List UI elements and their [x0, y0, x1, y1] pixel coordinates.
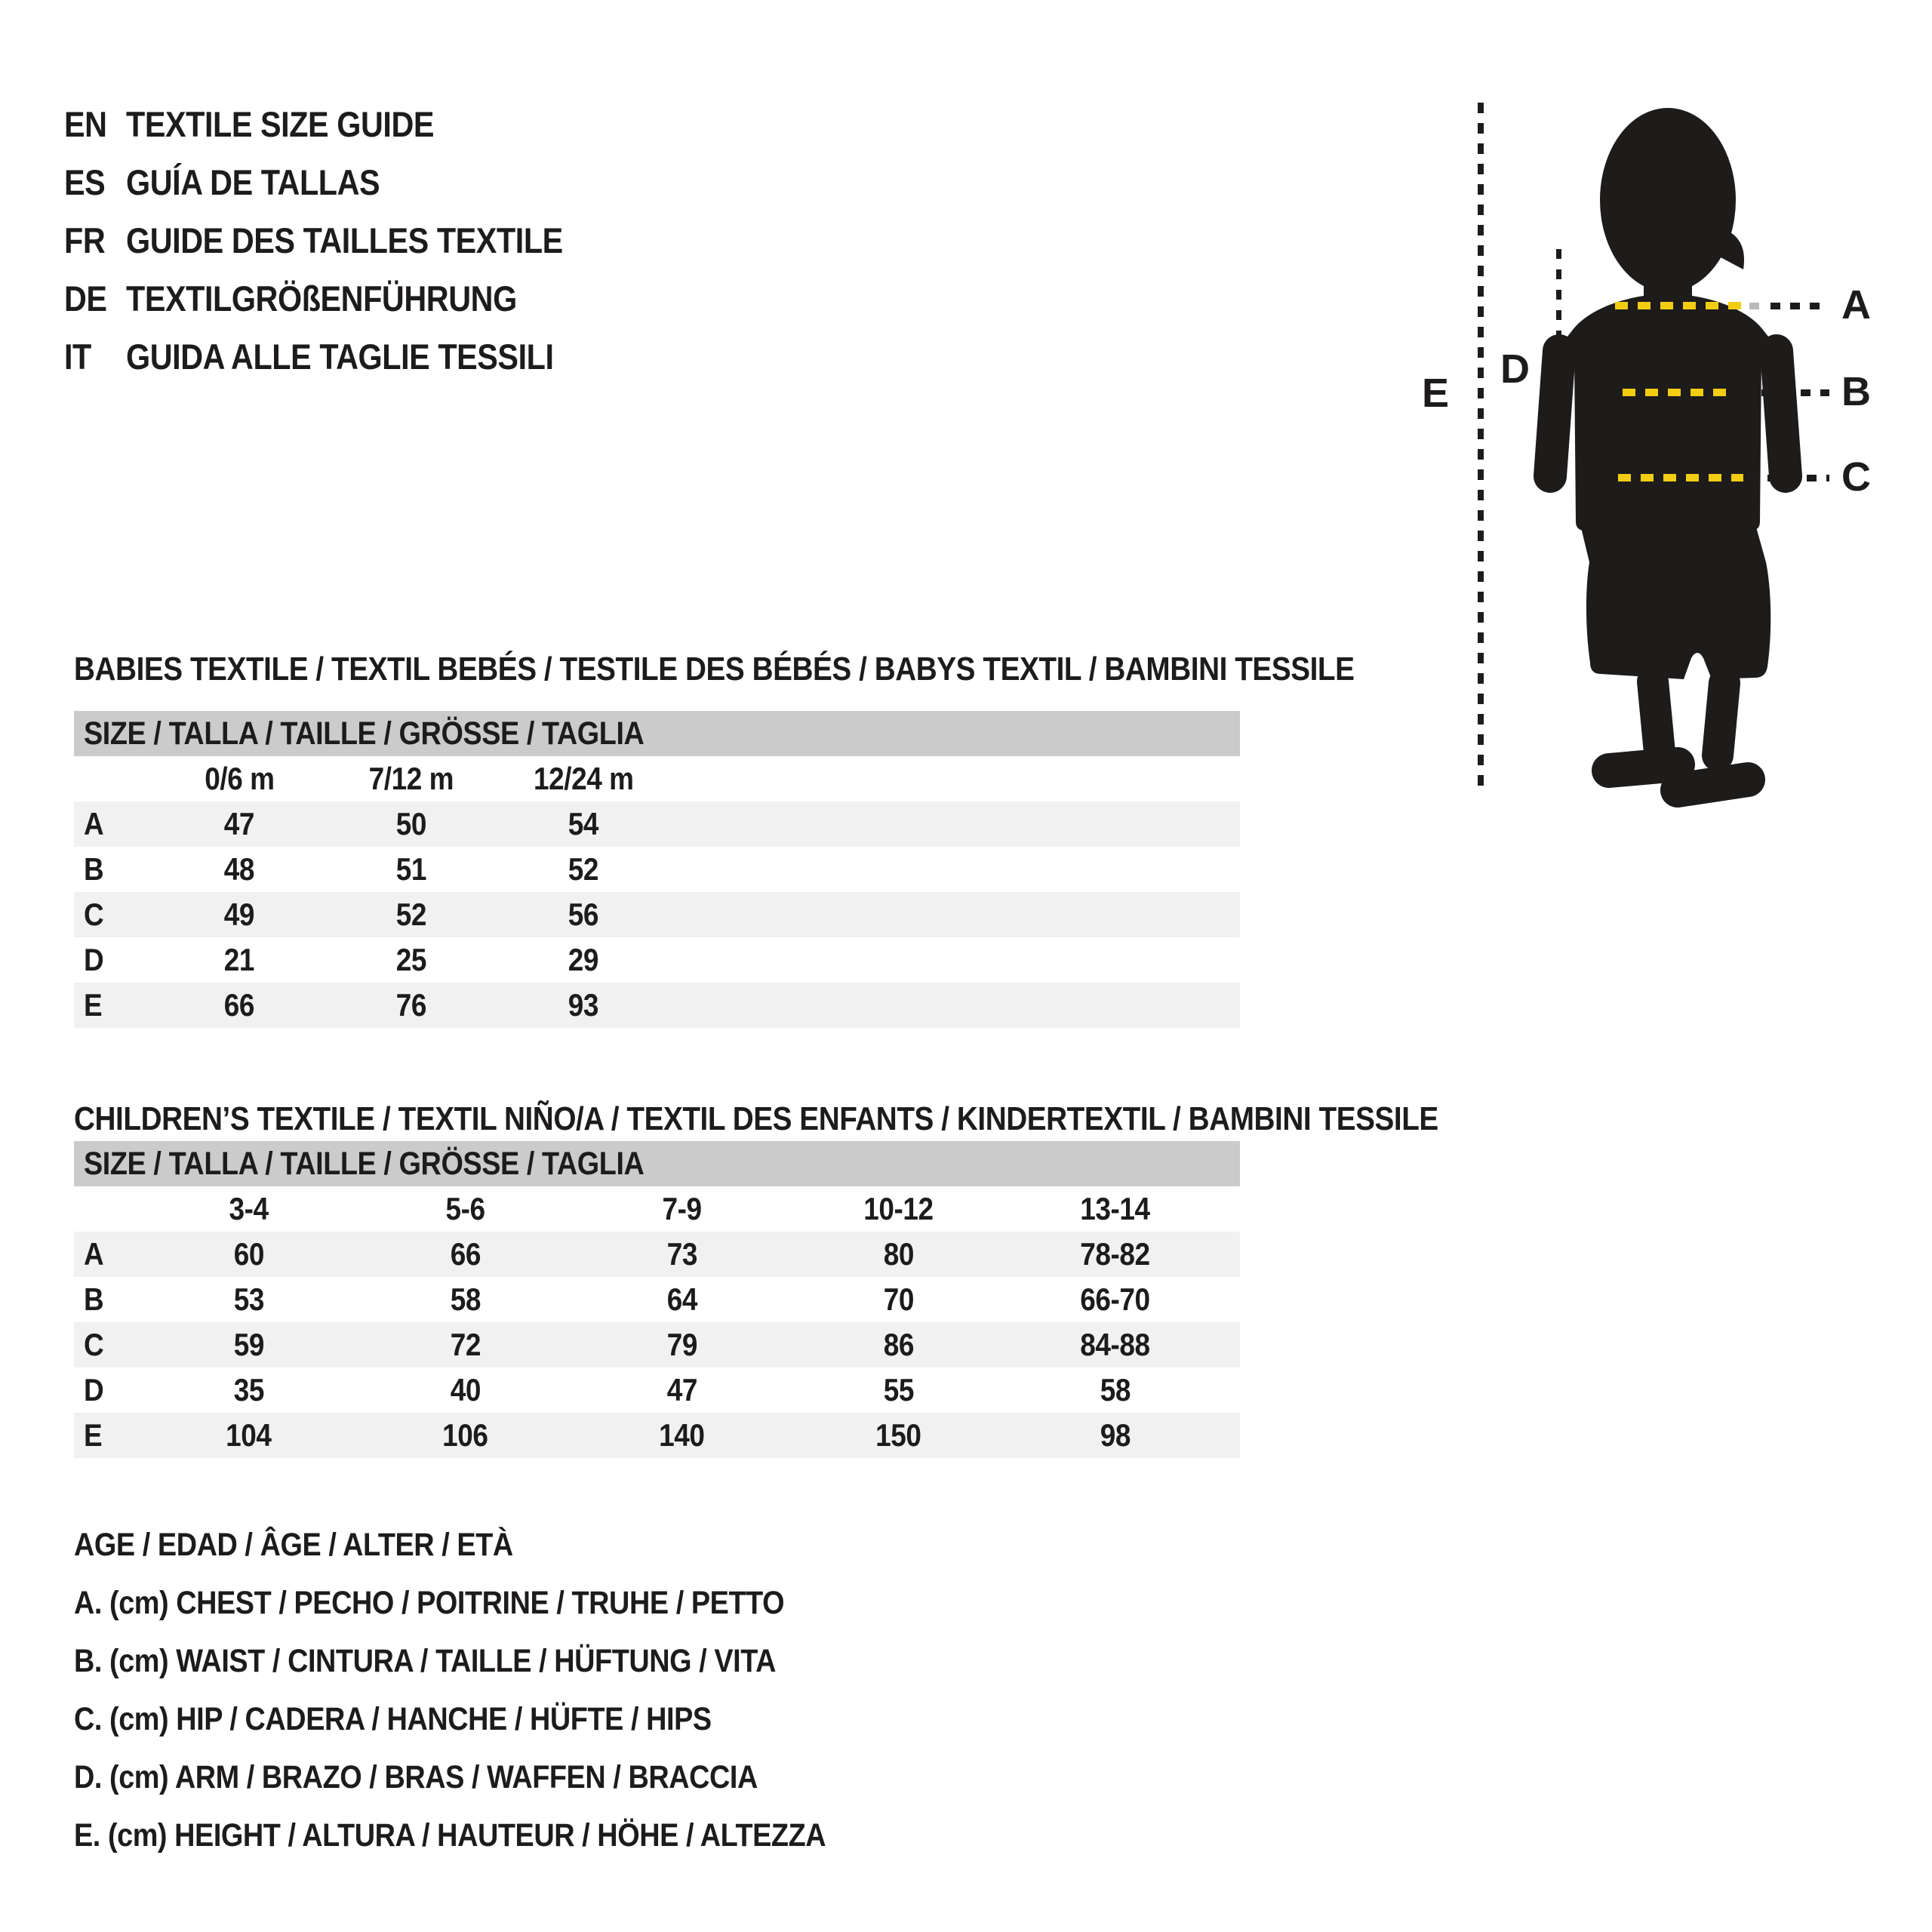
column-header: 0/6 m: [204, 761, 275, 796]
table-cell: 98: [1100, 1417, 1131, 1453]
table-cell: 104: [226, 1417, 272, 1453]
measure-label-c: C: [1841, 454, 1871, 500]
table-cell: 25: [395, 942, 427, 977]
table-cell: 66: [223, 987, 255, 1023]
table-cell: 48: [223, 851, 255, 887]
language-row-es: [64, 153, 623, 211]
waist-measure-line-b-fade: [1740, 389, 1757, 396]
table-cell: 29: [568, 942, 599, 977]
measure-label-e: E: [1422, 371, 1450, 416]
language-code: EN: [64, 104, 107, 144]
table-cell: 66-70: [1080, 1281, 1150, 1317]
row-label: D: [84, 942, 104, 977]
legend-line-chest: A. (cm) CHEST / PECHO / POITRINE / TRUHE / PETTO: [74, 1585, 785, 1621]
children-size-table: [74, 1141, 1240, 1458]
table-cell: 140: [659, 1417, 705, 1453]
measure-label-b: B: [1841, 369, 1871, 414]
hip-measure-line-c: [1618, 474, 1743, 481]
table-cell: 58: [450, 1281, 481, 1317]
table-cell: 54: [568, 806, 599, 841]
column-header: 3-4: [229, 1191, 269, 1226]
legend-line-height: E. (cm) HEIGHT / ALTURA / HAUTEUR / HÖHE / ALTEZZA: [74, 1817, 826, 1854]
table-cell: 70: [883, 1281, 914, 1317]
measure-label-d: D: [1500, 346, 1530, 392]
babies-section-title: BABIES TEXTILE / TEXTIL BEBÉS / TESTILE DES BÉBÉS / BABYS TEXTIL / BAMBINI TESSILE: [74, 651, 1355, 688]
column-header: 10-12: [863, 1191, 934, 1226]
table-row-c: [74, 1322, 1240, 1367]
table-cell: 35: [233, 1372, 264, 1407]
table-row-a: [74, 801, 1240, 847]
babies-size-table: [74, 711, 1240, 1028]
table-cell: 50: [395, 806, 427, 841]
language-title: TEXTILGRÖßENFÜHRUNG: [126, 278, 517, 318]
row-label: E: [84, 987, 103, 1023]
table-row-d: [74, 1367, 1240, 1413]
column-header: 13-14: [1080, 1191, 1150, 1226]
table-row-e: [74, 1413, 1240, 1458]
table-cell: 53: [233, 1281, 264, 1317]
chest-measure-line-a-fade: [1749, 303, 1766, 309]
language-title: GUÍA DE TALLAS: [126, 162, 380, 202]
language-row-de: [64, 269, 623, 328]
table-cell: 79: [666, 1327, 697, 1362]
table-row-c: [74, 892, 1240, 937]
table-cell: 64: [666, 1281, 697, 1317]
legend-line-waist: B. (cm) WAIST / CINTURA / TAILLE / HÜFTUNG / VITA: [74, 1643, 777, 1679]
children-table-header-bar: [74, 1141, 1240, 1186]
table-cell: 106: [442, 1417, 488, 1453]
row-label: D: [84, 1372, 104, 1407]
table-row-b: [74, 1277, 1240, 1322]
language-title: TEXTILE SIZE GUIDE: [126, 104, 435, 144]
language-row-en: [64, 95, 623, 153]
table-row-e: [74, 983, 1240, 1028]
table-cell: 73: [666, 1236, 697, 1272]
row-label: B: [84, 851, 104, 887]
table-cell: 51: [395, 851, 427, 887]
table-row-a: [74, 1232, 1240, 1277]
table-cell: 47: [666, 1372, 697, 1407]
column-header: 5-6: [445, 1191, 485, 1226]
table-cell: 49: [223, 897, 255, 932]
language-title: GUIDA ALLE TAGLIE TESSILI: [126, 337, 554, 377]
table-cell: 21: [223, 942, 255, 977]
measure-label-a: A: [1841, 282, 1871, 328]
language-code: IT: [64, 337, 91, 377]
table-cell: 80: [883, 1236, 914, 1272]
column-header: 7/12 m: [368, 761, 454, 796]
children-section-title: CHILDREN’S TEXTILE / TEXTIL NIÑO/A / TEXTIL DES ENFANTS / KINDERTEXTIL / BAMBINI TESSILE: [74, 1100, 1438, 1137]
children-column-header-row: [74, 1186, 1240, 1232]
row-label: A: [84, 1236, 104, 1272]
language-code: DE: [64, 278, 107, 318]
babies-table-header-bar: [74, 711, 1240, 756]
legend-line-hip: C. (cm) HIP / CADERA / HANCHE / HÜFTE / HIPS: [74, 1701, 712, 1737]
column-header: 7-9: [662, 1191, 702, 1226]
table-cell: 52: [568, 851, 599, 887]
language-title: GUIDE DES TAILLES TEXTILE: [126, 220, 563, 260]
table-cell: 66: [450, 1236, 481, 1272]
waist-measure-line-b: [1623, 389, 1736, 396]
language-row-it: [64, 328, 623, 386]
table-cell: 52: [395, 897, 427, 932]
measure-legend: [74, 1516, 928, 1865]
size-header-label: SIZE / TALLA / TAILLE / GRÖSSE / TAGLIA: [84, 1145, 645, 1182]
table-cell: 72: [450, 1327, 481, 1362]
legend-line-arm: D. (cm) ARM / BRAZO / BRAS / WAFFEN / BRACCIA: [74, 1759, 758, 1795]
table-cell: 58: [1100, 1372, 1131, 1407]
language-title-list: [64, 95, 623, 386]
row-label: A: [84, 806, 104, 841]
table-row-d: [74, 937, 1240, 983]
hip-measure-line-c-lead: [1767, 475, 1829, 481]
language-row-fr: [64, 211, 623, 269]
table-cell: 47: [223, 806, 255, 841]
chest-measure-line-a-lead: [1770, 303, 1829, 309]
table-cell: 86: [883, 1327, 914, 1362]
language-code: FR: [64, 220, 106, 260]
table-cell: 40: [450, 1372, 481, 1407]
row-label: C: [84, 897, 104, 932]
table-cell: 150: [875, 1417, 921, 1453]
column-header: 12/24 m: [533, 761, 634, 796]
babies-column-header-row: [74, 756, 1240, 801]
row-label: E: [84, 1417, 103, 1453]
waist-measure-line-b-lead: [1761, 389, 1829, 396]
table-row-b: [74, 847, 1240, 892]
child-silhouette: [1494, 102, 1857, 819]
size-header-label: SIZE / TALLA / TAILLE / GRÖSSE / TAGLIA: [84, 715, 645, 752]
table-cell: 78-82: [1080, 1236, 1150, 1272]
chest-measure-line-a: [1615, 302, 1745, 309]
table-cell: 55: [883, 1372, 914, 1407]
arm-measure-line-d: [1556, 249, 1561, 469]
table-cell: 60: [233, 1236, 264, 1272]
table-cell: 76: [395, 987, 427, 1023]
hip-measure-line-c-fade: [1748, 475, 1763, 481]
table-cell: 56: [568, 897, 599, 932]
legend-line-age: AGE / EDAD / ÂGE / ALTER / ETÀ: [74, 1527, 513, 1563]
table-cell: 59: [233, 1327, 264, 1362]
table-cell: 93: [568, 987, 599, 1023]
row-label: B: [84, 1281, 104, 1317]
row-label: C: [84, 1327, 104, 1362]
table-cell: 84-88: [1080, 1327, 1150, 1362]
language-code: ES: [64, 162, 106, 202]
